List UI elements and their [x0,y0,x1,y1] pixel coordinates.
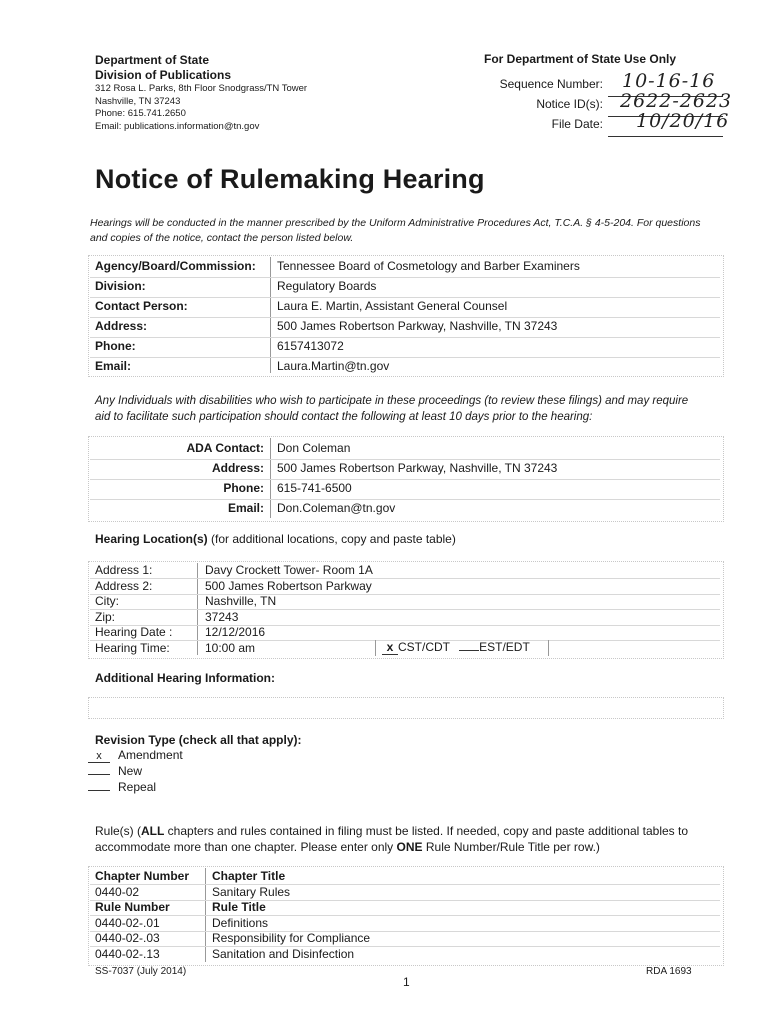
rules-row-separator [90,946,720,947]
hearing-location-separator [90,625,720,626]
agency-row-value[interactable]: 6157413072 [277,339,344,353]
file-date-underline [608,136,723,137]
state-use-only-heading: For Department of State Use Only [484,52,677,66]
rules-note-all: ALL [141,824,165,838]
revision-checkbox[interactable]: x [88,750,110,763]
file-date-value: 10/20/16 [636,110,730,132]
hearing-location-value[interactable]: 12/12/2016 [205,625,266,639]
hearing-location-label: Zip: [95,610,116,624]
hearing-location-title-bold: Hearing Location(s) [95,532,208,546]
publisher-city: Nashville, TN 37243 [95,95,181,107]
agency-row-separator [90,357,720,358]
rule-row-number[interactable]: 0440-02-.01 [95,916,160,930]
dept-name: Department of State [95,53,210,67]
rules-note-one: ONE [396,840,423,854]
ada-row-label: Address: [211,461,264,475]
rules-row-separator [90,900,720,901]
rules-row-separator [90,931,720,932]
additional-info-title: Additional Hearing Information: [95,671,275,685]
hearing-location-title-rest: (for additional locations, copy and paste table) [207,532,456,546]
agency-row-label: Agency/Board/Commission: [95,259,256,273]
page-number: 1 [403,975,410,989]
file-date-row [420,117,603,133]
agency-row-separator [90,297,720,298]
est-label: EST/EDT [479,640,530,654]
publisher-block [95,53,307,133]
hearing-location-separator [90,594,720,595]
agency-row-label: Contact Person: [95,299,188,313]
ada-row-separator [90,459,720,460]
agency-row-separator [90,317,720,318]
hearing-location-separator [90,609,720,610]
form-number: SS-7037 (July 2014) [95,966,187,977]
hearing-location-value[interactable]: 37243 [205,610,239,624]
agency-row-value[interactable]: Regulatory Boards [277,279,377,293]
rules-note-part2: chapters and rules contained in filing must be listed. If needed, copy and paste additional tables to accommodate more than one chapter. Please enter only [95,824,689,854]
division-name: Division of Publications [95,68,232,82]
revision-checkbox[interactable] [88,774,110,775]
agency-row-value[interactable]: 500 James Robertson Parkway, Nashville, TN 37243 [277,319,558,333]
ada-row-label: Email: [227,501,264,515]
tz-divider-right [548,640,549,656]
hearing-location-label: Address 2: [95,579,153,593]
cst-checkbox[interactable]: x [382,640,398,655]
sequence-number-label: Sequence Number: [499,77,603,91]
sequence-number-value: 10-16-16 [622,70,716,92]
notice-id-row [420,97,603,113]
agency-row-label: Email: [95,359,132,373]
agency-table-frame [88,255,724,377]
rules-row-separator [90,915,720,916]
agency-row-label: Address: [95,319,148,333]
hearing-location-value[interactable]: Davy Crockett Tower- Room 1A [205,563,373,577]
ada-row-separator [90,479,720,480]
agency-row-label: Division: [95,279,146,293]
publisher-email: Email: publications.information@tn.gov [95,120,260,132]
revision-checkbox[interactable] [88,790,110,791]
timezone-options [382,640,530,655]
publisher-phone: Phone: 615.741.2650 [95,108,186,119]
notice-id-label: Notice ID(s): [536,97,603,111]
agency-row-separator [90,337,720,338]
cst-label: CST/CDT [398,640,450,654]
revision-type-title: Revision Type (check all that apply): [95,733,302,747]
sequence-number-row [420,77,603,93]
agency-table-divider [270,257,271,373]
page-title: Notice of Rulemaking Hearing [95,164,485,194]
revision-option [88,748,183,763]
agency-row-separator [90,277,720,278]
rules-note [95,823,725,855]
additional-info-box[interactable] [88,697,724,719]
intro-text: Hearings will be conducted in the manner prescribed by the Uniform Administrative Procedures Act, T.C.A. § 4-5-204. For questions and copies of the notice, contact the person listed below. [90,217,701,244]
ada-row-value[interactable]: Don.Coleman@tn.gov [277,501,396,515]
notice-id-value: 2622-2623 [620,90,733,112]
ada-table-divider [270,438,271,518]
revision-option-label: New [118,764,143,778]
hearing-location-value[interactable]: 10:00 am [205,641,256,655]
ada-row-value[interactable]: Don Coleman [277,441,351,455]
revision-option [88,780,156,794]
ada-row-label: Phone: [223,481,264,495]
rule-row-number[interactable]: 0440-02-.13 [95,947,160,961]
hearing-location-value[interactable]: Nashville, TN [205,594,277,608]
hearing-location-separator [90,578,720,579]
ada-row-separator [90,499,720,500]
chapter-header-title: Chapter Title [212,869,286,883]
agency-row-label: Phone: [95,339,136,353]
revision-option-label: Amendment [118,748,183,762]
chapter-header-number: Chapter Number [95,869,190,883]
hearing-location-value[interactable]: 500 James Robertson Parkway [205,579,372,593]
ada-row-label: ADA Contact: [186,441,264,455]
rules-note-part3: Rule Number/Rule Title per row.) [422,840,600,854]
rules-note-part1: Rule(s) ( [95,824,142,838]
hearing-location-label: Hearing Date : [95,625,173,639]
agency-row-value[interactable]: Laura E. Martin, Assistant General Counsel [277,299,508,313]
rule-row-title[interactable]: Sanitation and Disinfection [212,947,355,961]
hearing-location-label: Hearing Time: [95,641,170,655]
hearing-location-label: City: [95,594,119,608]
agency-row-value[interactable]: Tennessee Board of Cosmetology and Barber Examiners [277,259,580,273]
hearing-location-title [95,532,456,546]
rule-header-title: Rule Title [212,900,266,914]
rule-row-number[interactable]: 0440-02-.03 [95,931,160,945]
est-checkbox[interactable] [459,650,479,651]
rda-number: RDA 1693 [646,966,692,977]
ada-row-value[interactable]: 615-741-6500 [277,481,352,495]
revision-option [88,764,142,778]
chapter-row-number[interactable]: 0440-02 [95,885,140,899]
ada-row-value[interactable]: 500 James Robertson Parkway, Nashville, TN 37243 [277,461,558,475]
rules-row-separator [90,884,720,885]
file-date-label: File Date: [551,117,603,131]
ada-note: Any Individuals with disabilities who wish to participate in these proceedings (to review these filings) and may require aid to facilitate such participation should contact the following at least 10 days prior to the hearing: [95,395,689,423]
rule-row-title[interactable]: Responsibility for Compliance [212,931,371,945]
rule-row-title[interactable]: Definitions [212,916,269,930]
agency-row-value[interactable]: Laura.Martin@tn.gov [277,359,390,373]
chapter-row-title[interactable]: Sanitary Rules [212,885,291,899]
tz-divider-left [375,640,376,656]
rule-header-number: Rule Number [95,900,170,914]
revision-option-label: Repeal [118,780,157,794]
hearing-location-label: Address 1: [95,563,153,577]
publisher-address: 312 Rosa L. Parks, 8th Floor Snodgrass/TN Tower [95,83,308,94]
